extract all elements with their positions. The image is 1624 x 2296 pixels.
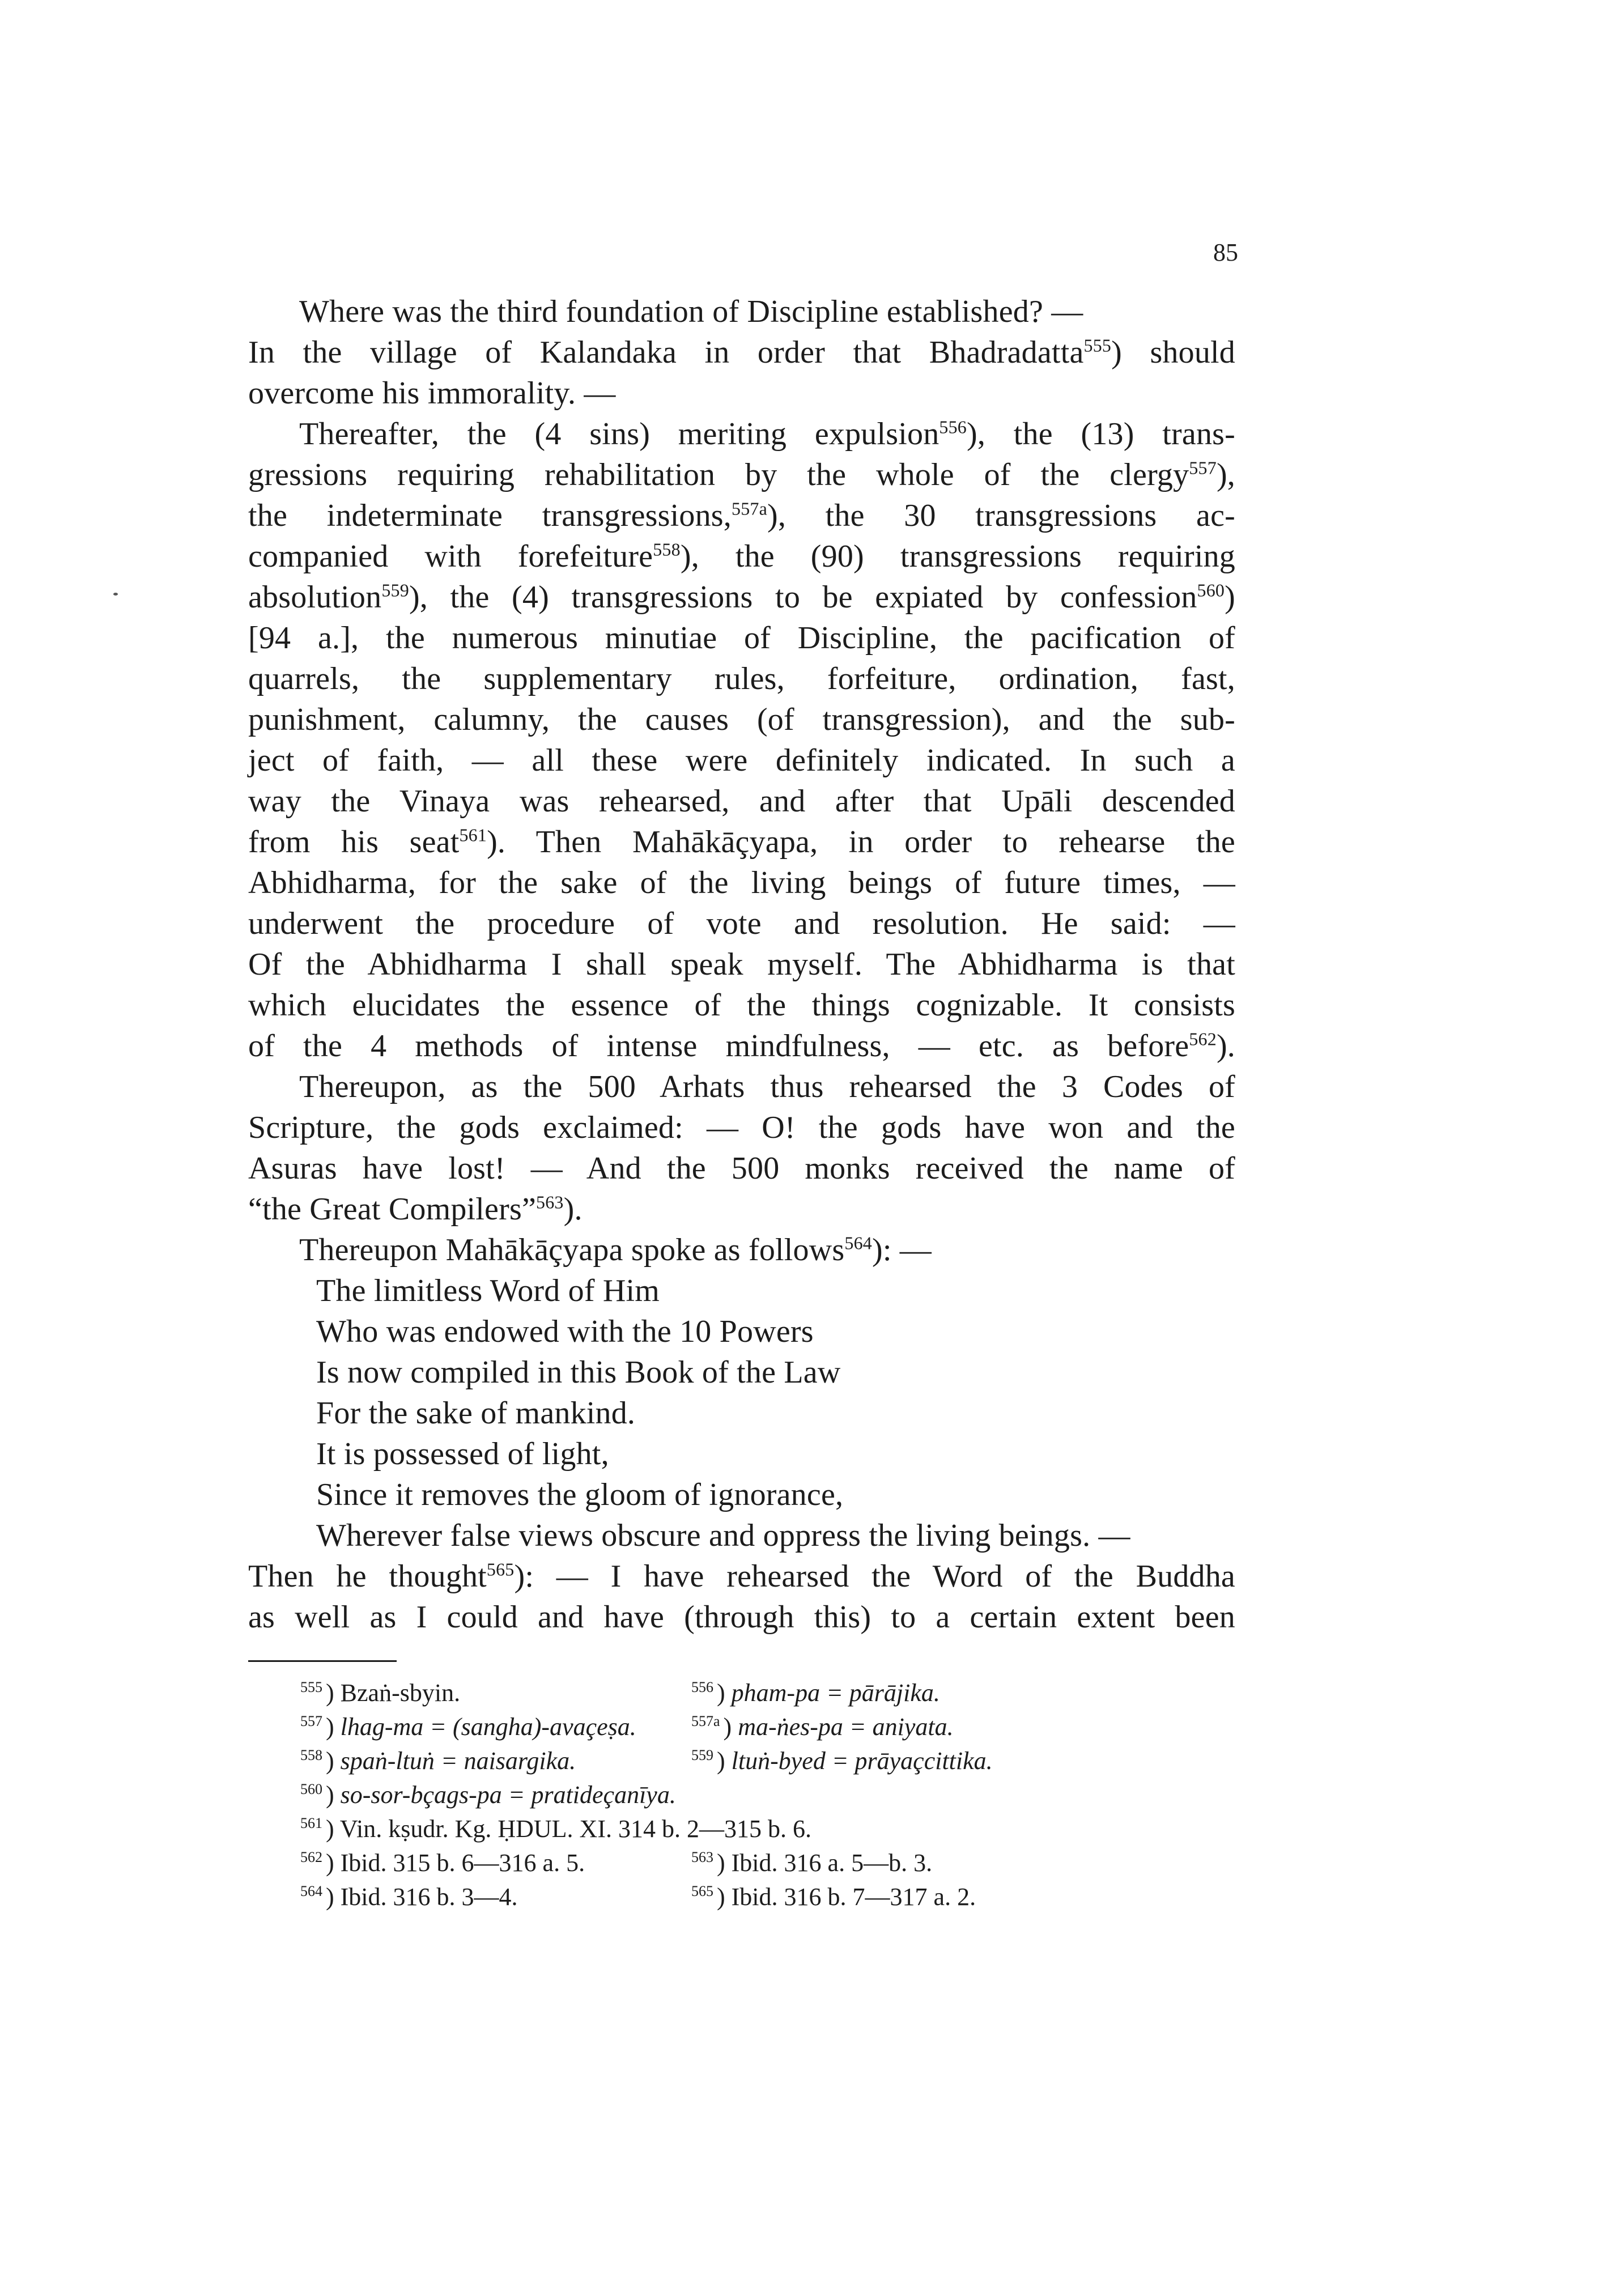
footnote-entry [691,1846,1196,1880]
text-segment: companied with forefeiture [248,539,653,574]
footnote-text: Ibid. 316 b. 7—317 a. 2. [731,1883,976,1911]
text-segment: ). Then Mahākāçyapa, in order to rehearse the [487,824,1235,860]
footnote-paren: ) [717,1679,732,1707]
text-segment: Of the Abhidharma I shall speak myself. The Abhidharma is that [248,947,1235,982]
text-line [248,1066,1235,1107]
text-segment: of the 4 methods of intense mindfulness, — etc. as before [248,1028,1189,1064]
footnotes [300,1676,1196,1914]
text-line [248,985,1235,1026]
footnote-number: 556 [691,1679,713,1696]
footnote-number: 557 [300,1713,322,1730]
footnote-entry [691,1880,1196,1914]
footnote-paren: ) [717,1747,732,1775]
text-line [248,822,1235,862]
footnote-text: spaṅ-ltuṅ = naisargika. [340,1747,576,1775]
text-line [248,414,1235,454]
footnote-paren: ) [723,1713,738,1741]
text-segment: ject of faith, — all these were definitely indicated. In such a [248,743,1235,778]
text-segment: Where was the third foundation of Discipline established? — [299,294,1083,329]
text-line [248,862,1235,903]
footnote-number: 561 [300,1815,322,1832]
footnote-entry [691,1710,1196,1744]
footnote-paren: ) [326,1679,341,1707]
text-segment: overcome his immorality. — [248,376,616,411]
text-segment: Thereafter, the (4 sins) meriting expulsion [299,416,939,452]
text-line [248,781,1235,822]
text-line [248,658,1235,699]
text-segment: ) should [1111,335,1235,370]
text-line [248,903,1235,944]
footnote-ref: 557a [732,498,768,519]
text-segment: Asuras have lost! — And the 500 monks received the name of [248,1151,1235,1186]
text-segment: ), the (4) transgressions to be expiated by confession [409,580,1197,615]
footnote-ref: 560 [1197,580,1225,601]
footnote-number: 563 [691,1849,713,1866]
text-segment: ), the (90) transgressions requiring [680,539,1235,574]
footnote-entry [300,1846,691,1880]
footnote-number: 562 [300,1849,322,1866]
footnote-text: ma-ṅes-pa = aniyata. [738,1713,954,1741]
footnote-number: 555 [300,1679,322,1696]
text-segment: ). [563,1192,583,1227]
footnote-paren: ) [326,1713,341,1741]
text-line [248,577,1235,618]
text-line [248,1597,1235,1638]
text-line [248,1270,1235,1311]
footnote-text: Bzaṅ-sbyin. [340,1679,461,1707]
text-segment: Scripture, the gods exclaimed: — O! the gods have won and the [248,1110,1235,1145]
text-segment: way the Vinaya was rehearsed, and after that Upāli descended [248,784,1235,819]
text-line [248,1474,1235,1515]
text-line [248,1515,1235,1556]
text-segment: “the Great Compilers” [248,1192,537,1227]
text-segment: ): — [872,1232,932,1268]
footnote-paren: ) [326,1815,340,1843]
text-segment: Wherever false views obscure and oppress the living beings. — [316,1518,1130,1553]
footnote-ref: 555 [1083,335,1112,356]
text-line [248,944,1235,985]
text-line [248,1393,1235,1434]
text-segment: the indeterminate transgressions, [248,498,732,533]
text-line [248,1230,1235,1270]
text-segment: Then he thought [248,1559,487,1594]
footnote-number: 565 [691,1883,713,1900]
text-segment: [94 a.], the numerous minutiae of Discipline, the pacification of [248,620,1235,656]
footnote-entry [300,1676,691,1710]
text-segment: quarrels, the supplementary rules, forfeiture, ordination, fast, [248,661,1235,696]
text-line [248,454,1235,495]
footnote-row [300,1744,1196,1778]
text-line [248,373,1235,414]
text-line [248,1434,1235,1474]
footnote-entry [300,1744,691,1778]
footnote-ref: 563 [536,1192,564,1213]
footnote-text: pham-pa = pārājika. [731,1679,940,1707]
main-text [248,291,1235,1638]
text-segment: as well as I could and have (through this) to a certain extent been [248,1600,1235,1635]
text-segment: ), the 30 transgressions ac- [767,498,1235,533]
footnote-paren: ) [326,1849,341,1877]
text-line [248,495,1235,536]
footnote-row [300,1676,1196,1710]
text-line [248,291,1235,332]
footnote-row [300,1812,1196,1846]
text-segment: For the sake of mankind. [316,1396,636,1431]
text-segment: ) [1225,580,1235,615]
footnote-entry [300,1880,691,1914]
text-segment: Since it removes the gloom of ignorance, [316,1477,844,1512]
footnote-paren: ) [717,1849,732,1877]
text-segment: Thereupon Mahākāçyapa spoke as follows [299,1232,845,1268]
text-segment: punishment, calumny, the causes (of transgression), and the sub- [248,702,1235,737]
text-segment: In the village of Kalandaka in order that Bhadradatta [248,335,1084,370]
text-segment: which elucidates the essence of the things cognizable. It consists [248,988,1235,1023]
footnote-entry [691,1744,1196,1778]
footnote-entry [300,1710,691,1744]
text-line [248,1311,1235,1352]
text-line [248,1148,1235,1189]
footnote-row [300,1710,1196,1744]
text-segment: Abhidharma, for the sake of the living beings of future times, — [248,865,1235,900]
footnote-row [300,1846,1196,1880]
footnote-ref: 564 [844,1232,872,1253]
text-line [248,1352,1235,1393]
text-line [248,1026,1235,1066]
footnote-text: Ibid. 316 a. 5—b. 3. [731,1849,933,1877]
footnote-ref: 559 [381,580,409,601]
text-segment: from his seat [248,824,460,860]
footnote-paren: ) [326,1747,341,1775]
footnote-paren: ) [326,1781,341,1809]
text-segment: Thereupon, as the 500 Arhats thus rehearsed the 3 Codes of [299,1069,1235,1104]
text-segment: ): — I have rehearsed the Word of the Buddha [514,1559,1235,1594]
footnote-rule [248,1660,397,1662]
footnote-entry [691,1676,1196,1710]
footnote-ref: 562 [1189,1028,1217,1049]
text-line [248,536,1235,577]
footnote-number: 558 [300,1747,322,1764]
footnote-row [300,1880,1196,1914]
page-number: 85 [1213,239,1238,266]
footnote-ref: 561 [459,824,487,845]
text-segment: Is now compiled in this Book of the Law [316,1355,841,1390]
footnote-number: 560 [300,1781,322,1798]
footnote-ref: 565 [486,1559,515,1580]
footnote-number: 559 [691,1747,713,1764]
footnote-text: so-sor-bçags-pa = pratideçanīya. [340,1781,676,1809]
text-line [248,699,1235,740]
text-segment: It is possessed of light, [316,1436,609,1472]
text-line [248,332,1235,373]
text-segment: ), [1216,457,1235,492]
text-segment: Who was endowed with the 10 Powers [316,1314,814,1349]
text-line [248,740,1235,781]
footnote-text: lhag-ma = (sangha)-avaçeṣa. [340,1713,636,1741]
footnote-ref: 556 [939,416,967,437]
text-segment: ), the (13) trans- [967,416,1235,452]
footnote-text: Ibid. 316 b. 3—4. [340,1883,518,1911]
footnote-number: 557a [691,1713,720,1730]
text-segment: gressions requiring rehabilitation by the whole of the clergy [248,457,1189,492]
footnote-paren: ) [326,1883,341,1911]
footnote-text: ltuṅ-byed = prāyaçcittika. [731,1747,993,1775]
footnote-ref: 557 [1189,457,1217,478]
margin-mark [113,593,118,596]
footnote-row [300,1778,1196,1812]
text-line [248,1107,1235,1148]
footnote-ref: 558 [653,539,681,560]
text-line [248,1189,1235,1230]
footnote-entry [300,1812,1196,1846]
footnote-paren: ) [717,1883,732,1911]
text-line [248,1556,1235,1597]
text-line [248,618,1235,658]
footnote-number: 564 [300,1883,322,1900]
text-segment: underwent the procedure of vote and resolution. He said: — [248,906,1235,941]
text-segment: The limitless Word of Him [316,1273,660,1308]
footnote-text: Vin. kṣudr. Kg. ḤDUL. XI. 314 b. 2—315 b. 6. [339,1815,811,1843]
text-segment: ). [1216,1028,1235,1064]
footnote-text: Ibid. 315 b. 6—316 a. 5. [340,1849,585,1877]
footnote-entry [300,1778,1196,1812]
text-segment: absolution [248,580,382,615]
